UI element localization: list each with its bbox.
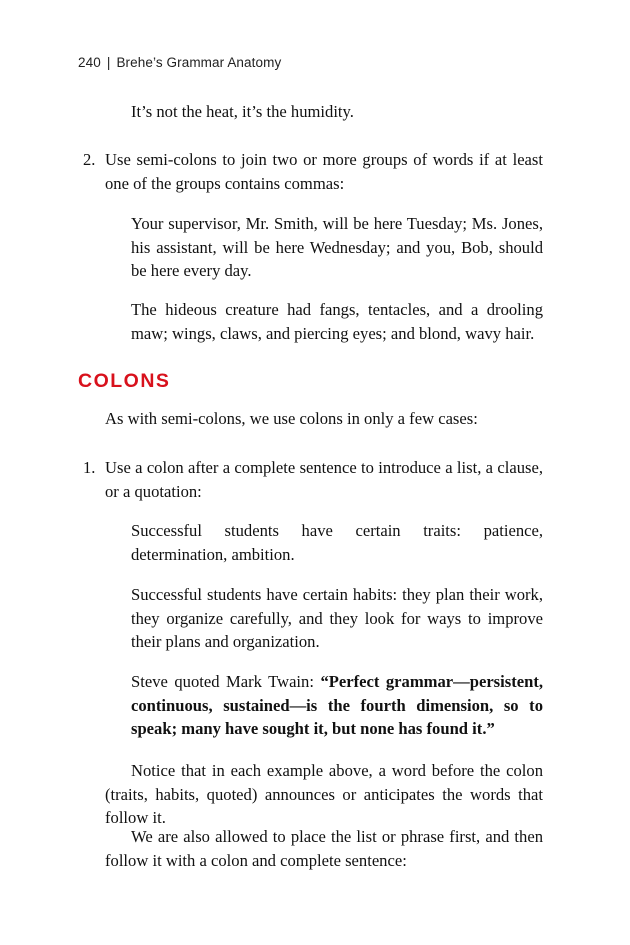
- page-number: 240: [78, 55, 101, 70]
- example-creature: The hideous creature had fangs, tentacles, and a drooling maw; wings, claws, and piercing eyes; and blond, wavy hair.: [131, 300, 543, 343]
- example-twain-lead: Steve quoted Mark Twain:: [131, 672, 321, 691]
- list-item-1-text: Use a colon after a complete sentence to introduce a list, a clause, or a quotation:: [105, 458, 543, 501]
- intro-paragraph: As with semi-colons, we use colons in only a few cases:: [105, 409, 478, 428]
- also-paragraph: We are also allowed to place the list or phrase first, and then follow it with a colon and complete sentence:: [105, 827, 543, 870]
- list-item-2: [83, 148, 543, 195]
- notice-paragraph: Notice that in each example above, a word before the colon (traits, habits, quoted) announces or anticipates the words that follow it.: [105, 761, 543, 827]
- example-supervisor: Your supervisor, Mr. Smith, will be here Tuesday; Ms. Jones, his assistant, will be here Wednesday; and you, Bob, should be here every day.: [131, 214, 543, 280]
- example-traits: Successful students have certain traits: patience, determination, ambition.: [131, 521, 543, 564]
- book-title: Brehe’s Grammar Anatomy: [116, 55, 282, 70]
- list-item-2-text: Use semi-colons to join two or more groups of words if at least one of the groups contains commas:: [105, 150, 543, 193]
- section-heading-colons: COLONS: [78, 370, 171, 392]
- list-item-1: [83, 456, 543, 503]
- header-separator: |: [106, 55, 111, 70]
- example-twain-quote: “Perfect grammar—persistent, continuous, sustained—is the fourth dimension, so to speak; many have sought it, but none has found it.”: [131, 672, 544, 738]
- example-twain: [131, 670, 543, 741]
- list-item-1-number: 1.: [83, 458, 96, 477]
- example-humidity: It’s not the heat, it’s the humidity.: [131, 102, 354, 121]
- running-header: [78, 55, 281, 70]
- list-item-2-number: 2.: [83, 150, 96, 169]
- example-habits: Successful students have certain habits: they plan their work, they organize carefully, and they look for ways to improve their plans and organization.: [131, 585, 543, 651]
